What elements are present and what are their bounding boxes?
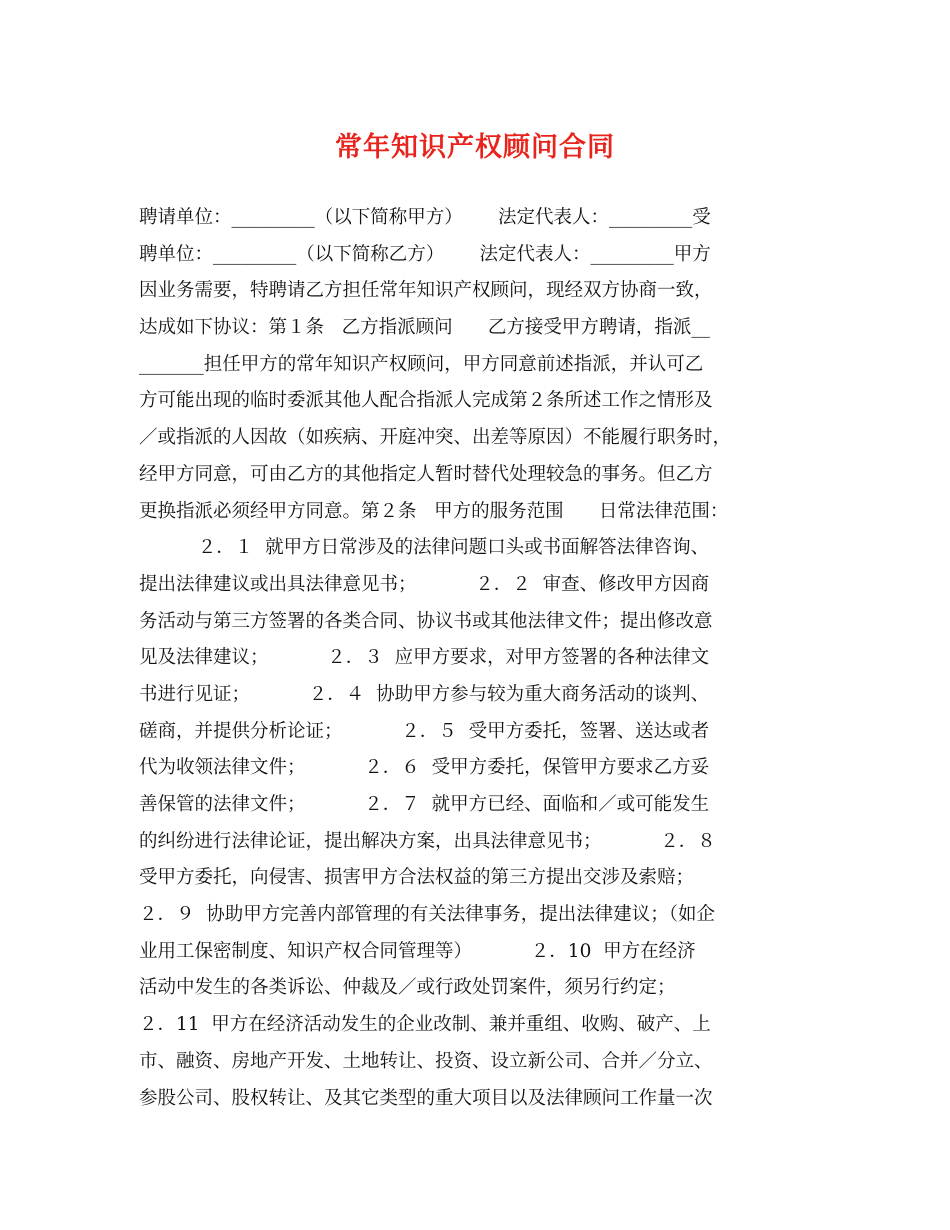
body-line: 见及法律建议； ２．３ 应甲方要求，对甲方签署的各种法律文 xyxy=(139,647,710,669)
body-line: 务活动与第三方签署的各类合同、协议书或其他法律文件；提出修改意 xyxy=(139,610,713,632)
document-body xyxy=(139,200,829,1117)
body-line: 善保管的法律文件； ２．７ 就甲方已经、面临和／或可能发生 xyxy=(139,794,710,815)
body-line: 更换指派必须经甲方同意。第２条 甲方的服务范围 日常法律范围： xyxy=(139,500,729,522)
body-line: 方可能出现的临时委派其他人配合指派人完成第２条所述工作之情形及 xyxy=(139,390,713,412)
body-line: 聘单位：_________（以下简称乙方） 法定代表人：_________甲方 xyxy=(139,243,711,265)
body-line: 业用工保密制度、知识产权合同管理等） ２．10 甲方在经济 xyxy=(139,940,696,962)
body-line: 磋商，并提供分析论证； ２．５ 受甲方委托，签署、送达或者 xyxy=(139,720,710,742)
body-line: 聘请单位：_________（以下简称甲方） 法定代表人：_________受 xyxy=(139,207,711,228)
document-title: 常年知识产权顾问合同 xyxy=(335,132,615,163)
body-line: ２．11 甲方在经济活动发生的企业改制、兼并重组、收购、破产、上 xyxy=(139,1014,711,1036)
body-line: 的纠纷进行法律论证，提出解决方案，出具法律意见书； ２．８ xyxy=(139,830,716,852)
body-line: 参股公司、股权转让、及其它类型的重大项目以及法律顾问工作量一次 xyxy=(139,1087,713,1109)
body-line: 活动中发生的各类诉讼、仲裁及／或行政处罚案件，须另行约定； xyxy=(139,977,676,999)
body-line: 达成如下协议：第１条 乙方指派顾问 乙方接受甲方聘请，指派__ xyxy=(139,317,710,339)
body-line: 提出法律建议或出具法律意见书； ２．２ 审查、修改甲方因商 xyxy=(139,573,710,595)
body-line: _______担任甲方的常年知识产权顾问，甲方同意前述指派，并认可乙 xyxy=(139,353,704,375)
body-line: 因业务需要，特聘请乙方担任常年知识产权顾问，现经双方协商一致， xyxy=(139,280,713,302)
body-line: ２．１ 就甲方日常涉及的法律问题口头或书面解答法律咨询、 xyxy=(139,537,710,559)
body-line: 经甲方同意，可由乙方的其他指定人暂时替代处理较急的事务。但乙方 xyxy=(139,463,713,485)
body-line: ／或指派的人因故（如疾病、开庭冲突、出差等原因）不能履行职务时， xyxy=(139,427,732,449)
body-line: 代为收领法律文件； ２．６ 受甲方委托，保管甲方要求乙方妥 xyxy=(139,757,710,779)
body-line: 书进行见证； ２．４ 协助甲方参与较为重大商务活动的谈判、 xyxy=(139,683,710,705)
body-line: 市、融资、房地产开发、土地转让、投资、设立新公司、合并／分立、 xyxy=(139,1050,713,1072)
body-line: ２．９ 协助甲方完善内部管理的有关法律事务，提出法律建议；（如企 xyxy=(139,904,716,926)
body-line: 受甲方委托，向侵害、损害甲方合法权益的第三方提出交涉及索赔； xyxy=(139,867,695,889)
